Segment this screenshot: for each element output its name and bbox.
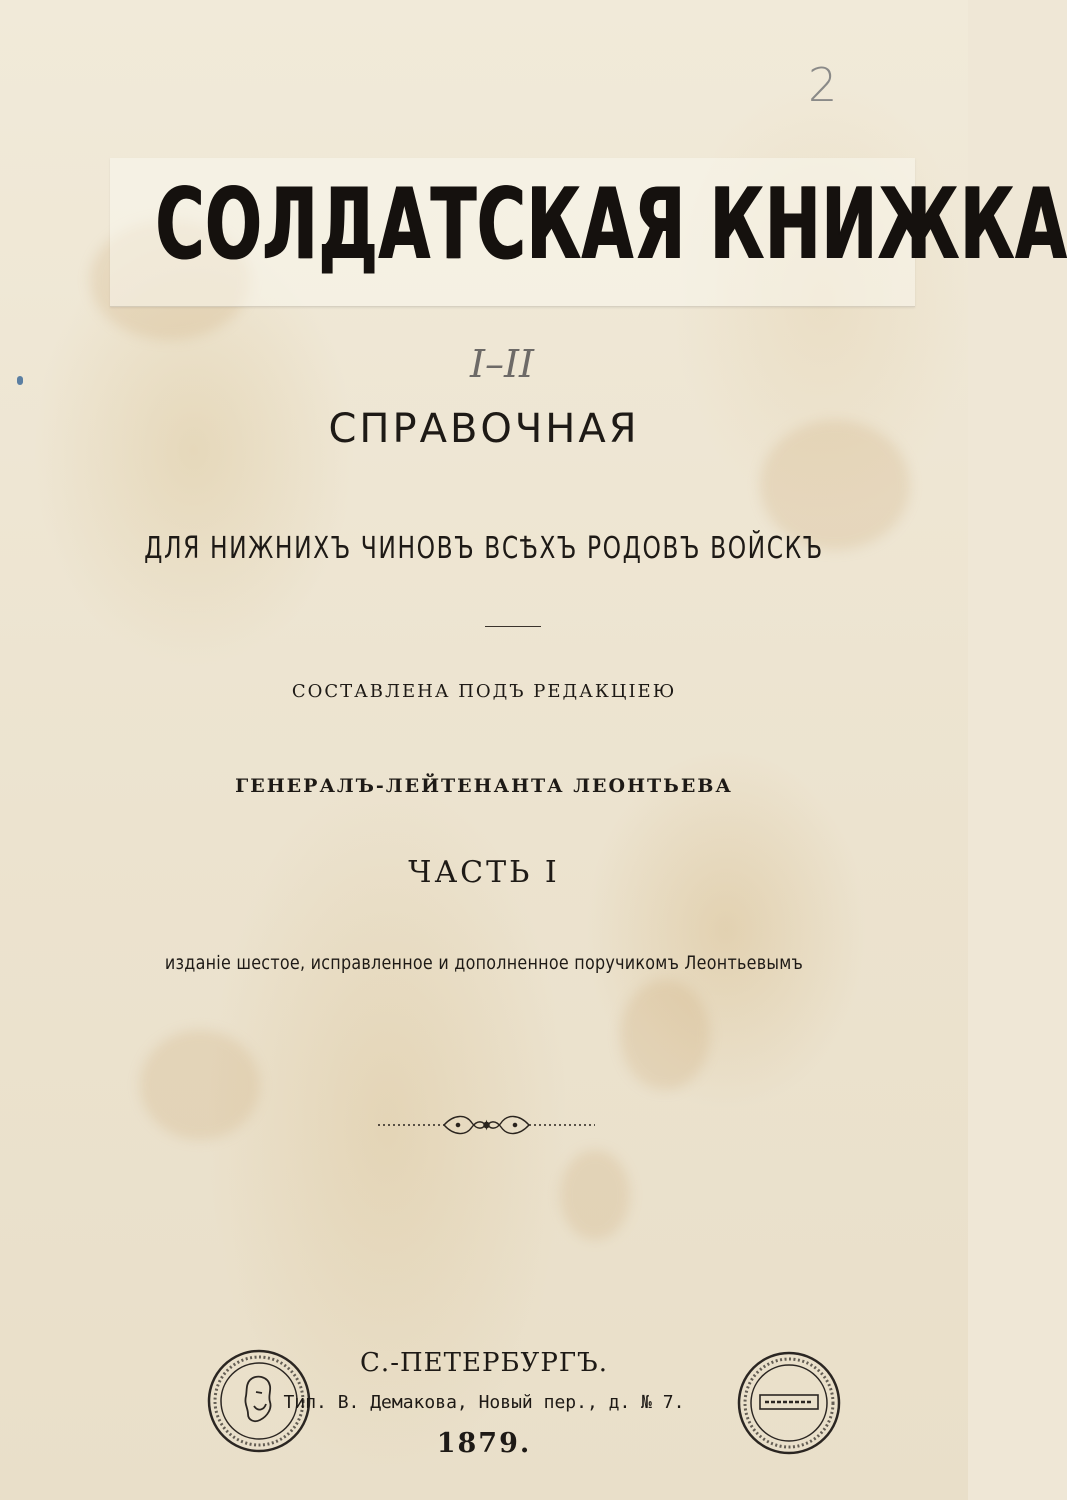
- handwritten-page-number: 2: [808, 58, 838, 112]
- paper-stain: [620, 980, 710, 1090]
- book-subtitle: СПРАВОЧНАЯ: [328, 406, 640, 452]
- paper-stain: [560, 1150, 630, 1240]
- book-title: СОЛДАТСКАЯ КНИЖКА: [154, 168, 1067, 282]
- ornament-divider: [374, 1110, 599, 1140]
- handwritten-volume-range: I–II: [470, 342, 535, 386]
- imprint-year: 1879.: [436, 1428, 532, 1459]
- dedication-line: ДЛЯ НИЖНИХЪ ЧИНОВЪ ВСѢХЪ РОДОВЪ ВОЙСКЪ: [144, 531, 824, 566]
- part-number: ЧАСТЬ I: [408, 855, 560, 890]
- edition-note: изданіе шестое, исправленное и дополненное поручикомъ Леонтьевымъ: [164, 952, 804, 974]
- imprint-city: С.-ПЕТЕРБУРГЪ.: [360, 1348, 608, 1378]
- short-divider: [485, 626, 541, 627]
- imprint-press: Тип. В. Демакова, Новый пер., д. № 7.: [283, 1392, 685, 1413]
- paper-stain: [140, 1030, 260, 1140]
- ink-dot: [17, 376, 23, 385]
- author-line: ГЕНЕРАЛЪ-ЛЕЙТЕНАНТА ЛЕОНТЬЕВА: [235, 775, 733, 797]
- compiled-by-line: СОСТАВЛЕНА ПОДЪ РЕДАКЦІЕЮ: [291, 681, 677, 702]
